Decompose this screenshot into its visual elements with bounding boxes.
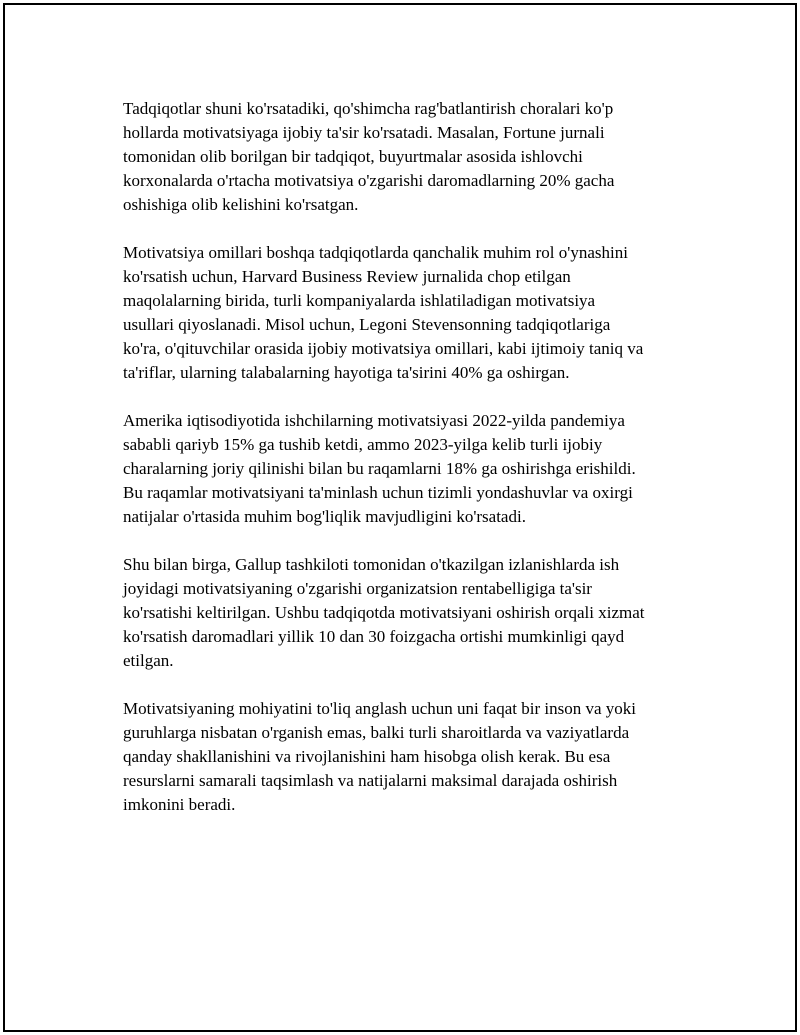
paragraph-2: Motivatsiya omillari boshqa tadqiqotlarda qanchalik muhim rol o'ynashini ko'rsatish uchun, Harvard Business Review jurnalida chop etilgan maqolalarning birida, turli kompaniyalarda ishlatiladigan motivatsiya usullari qiyoslanadi. Misol uchun, Legoni Stevensonning tadqiqotlariga ko'ra, o'qituvchilar orasida ijobiy motivatsiya omillari, kabi ijtimoiy taniq va ta'riflar, ularning talabalarning hayotiga ta'sirini 40% ga oshirgan. [123,243,644,382]
paragraph-3: Amerika iqtisodiyotida ishchilarning motivatsiyasi 2022-yilda pandemiya sababli qariyb 15% ga tushib ketdi, ammo 2023-yilga kelib turli ijobiy charalarning joriy qilinishi bilan bu raqamlarni 18% ga oshirishga erishildi. Bu raqamlar motivatsiyani ta'minlash uchun tizimli yondashuvlar va oxirgi natijalar o'rtasida muhim bog'liqlik mavjudligini ko'rsatadi. [123,411,636,526]
document-body [123,97,703,841]
paragraph-5: Motivatsiyaning mohiyatini to'liq anglash uchun uni faqat bir inson va yoki guruhlarga nisbatan o'rganish emas, balki turli sharoitlarda va vaziyatlarda qanday shakllanishini va rivojlanishini ham hisobga olish kerak. Bu esa resurslarni samarali taqsimlash va natijalarni maksimal darajada oshirish imkonini beradi. [123,699,636,814]
paragraph-1: Tadqiqotlar shuni ko'rsatadiki, qo'shimcha rag'batlantirish choralari ko'p hollarda motivatsiyaga ijobiy ta'sir ko'rsatadi. Masalan, Fortune jurnali tomonidan olib borilgan bir tadqiqot, buyurtmalar asosida ishlovchi korxonalarda o'rtacha motivatsiya o'zgarishi daromadlarning 20% gacha oshishiga olib kelishini ko'rsatgan. [123,99,615,214]
paragraph-4: Shu bilan birga, Gallup tashkiloti tomonidan o'tkazilgan izlanishlarda ish joyidagi motivatsiyaning o'zgarishi organizatsion rentabelligiga ta'sir ko'rsatishi keltirilgan. Ushbu tadqiqotda motivatsiyani oshirish orqali xizmat ko'rsatish daromadlari yillik 10 dan 30 foizgacha ortishi mumkinligi qayd etilgan. [123,555,645,670]
document-page [3,3,797,1032]
